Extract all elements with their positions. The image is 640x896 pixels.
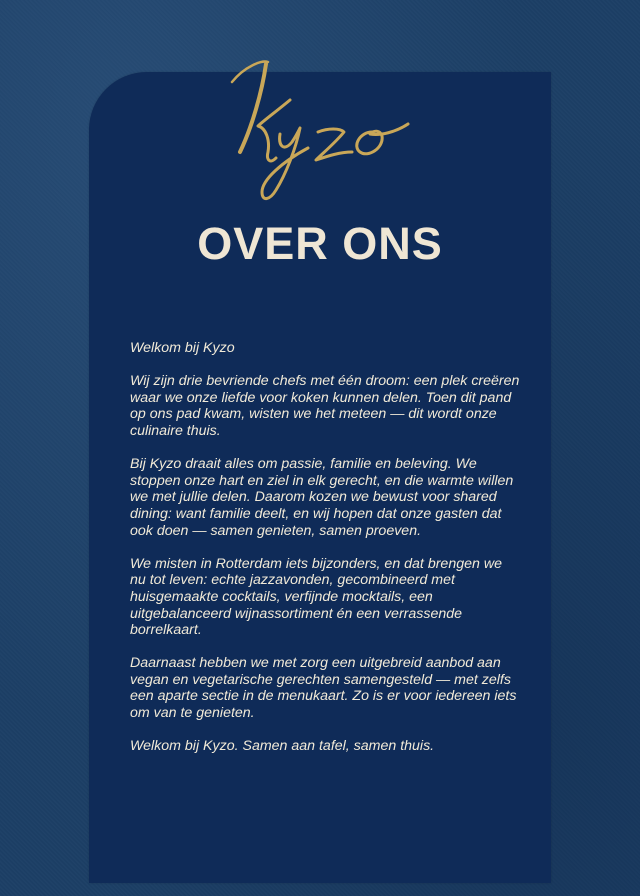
page-title: OVER ONS	[197, 218, 443, 269]
paragraph-welcome: Welkom bij Kyzo	[130, 340, 235, 356]
kyzo-logo	[0, 52, 640, 212]
paragraph-passion: Bij Kyzo draait alles om passie, familie en beleving. We stoppen onze hart en ziel in elk gerecht, en die warmte willen we met jullie delen. Daarom kozen we bewust voor shared dining: want familie deelt, en wij hopen dat onze gasten dat ook doen — samen genieten, samen proeven.	[130, 456, 514, 539]
paragraph-closing: Welkom bij Kyzo. Samen aan tafel, samen thuis.	[130, 738, 435, 755]
paragraph-chefs: Wij zijn drie bevriende chefs met één droom: een plek creëren waar we onze liefde voor koken kunnen delen. Toen dit pand op ons pad kwam, wisten we het meteen — dit wordt onze culinaire thuis.	[130, 373, 520, 439]
about-text	[130, 340, 520, 755]
paragraph-jazz: We misten in Rotterdam iets bijzonders, en dat brengen we nu tot leven: echte jazzavonden, gecombineerd met huisgemaakte cocktails, verfijnde mocktails, een uitgebalanceerd wijnassortiment én een verrassende borrelkaart.	[130, 555, 502, 639]
paragraph-vegan: Daarnaast hebben we met zorg een uitgebreid aanbod aan vegan en vegetarische gerechten samengesteld — met zelfs een aparte sectie in de menukaart. Zo is er voor iedereen iets om van te genieten.	[130, 655, 517, 722]
